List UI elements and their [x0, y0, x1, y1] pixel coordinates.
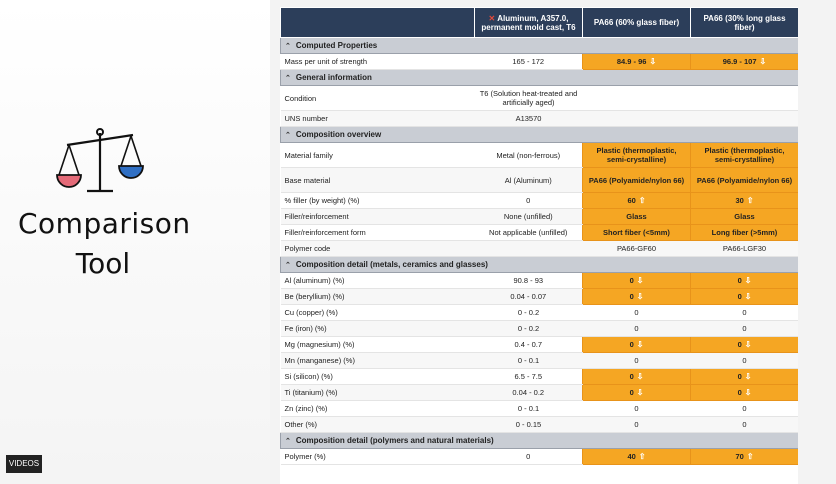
- arrow-down-icon: ⇩: [636, 340, 644, 349]
- property-label-text: Be (beryllium) (%): [284, 292, 345, 301]
- property-label-text: Zn (zinc) (%): [284, 404, 328, 413]
- value-material-3: [691, 449, 799, 465]
- section-row[interactable]: [281, 70, 799, 86]
- value-material-1-text: Metal (non-ferrous): [496, 150, 561, 160]
- value-material-2-text: 84.9 - 96: [616, 57, 647, 66]
- value-material-2-text: 0: [629, 388, 634, 397]
- property-label-text: Mg (magnesium) (%): [284, 340, 355, 349]
- header-material-1: [475, 8, 583, 38]
- value-material-2: [583, 225, 691, 241]
- value-material-2: [583, 86, 691, 111]
- table-row: [281, 401, 799, 417]
- property-label: [281, 369, 475, 385]
- property-label: [281, 225, 475, 241]
- value-material-3: [691, 193, 799, 209]
- property-label-text: Cu (copper) (%): [284, 308, 338, 317]
- property-label-text: Mass per unit of strength: [284, 57, 368, 66]
- value-material-3-text: 0: [742, 308, 747, 317]
- table-row: [281, 273, 799, 289]
- value-material-1-text: 0 - 0.15: [515, 420, 542, 429]
- table-row: [281, 225, 799, 241]
- value-material-2: [583, 353, 691, 369]
- table-row: [281, 193, 799, 209]
- value-material-2: [583, 417, 691, 433]
- property-label: [281, 209, 475, 225]
- value-material-3: [691, 369, 799, 385]
- value-material-1: [475, 385, 583, 401]
- value-material-3: [691, 321, 799, 337]
- property-label: [281, 417, 475, 433]
- value-material-3-text: 0: [742, 420, 747, 429]
- value-material-3: [691, 273, 799, 289]
- value-material-1-text: 165 - 172: [512, 57, 545, 66]
- value-material-1-text: None (unfilled): [503, 212, 553, 221]
- value-material-3-text: 70: [735, 452, 744, 461]
- value-material-3: [691, 86, 799, 111]
- table-row: [281, 54, 799, 70]
- arrow-up-icon: ⇧: [638, 196, 646, 205]
- value-material-1: [475, 337, 583, 353]
- value-material-2-text: 0: [629, 340, 634, 349]
- table-body: [281, 38, 799, 465]
- value-material-3: [691, 225, 799, 241]
- arrow-up-icon: ⇧: [746, 452, 754, 461]
- brand-panel: [0, 0, 270, 484]
- value-material-1: [475, 289, 583, 305]
- property-label-text: Al (aluminum) (%): [284, 276, 345, 285]
- brand-title-line2: Tool: [75, 247, 131, 280]
- value-material-2-text: 0: [629, 372, 634, 381]
- section-label: Composition overview: [295, 130, 382, 139]
- arrow-up-icon: ⇧: [746, 196, 754, 205]
- value-material-1-text: Al (Aluminum): [504, 175, 552, 185]
- value-material-2-text: Glass: [626, 212, 647, 221]
- chevron-up-icon[interactable]: ⌃: [285, 132, 291, 139]
- value-material-3-text: 0: [737, 340, 742, 349]
- value-material-1: [475, 449, 583, 465]
- value-material-1: [475, 321, 583, 337]
- value-material-1: [475, 305, 583, 321]
- value-material-2-text: 0: [634, 308, 639, 317]
- property-label: [281, 305, 475, 321]
- value-material-3: [691, 385, 799, 401]
- videos-badge[interactable]: VIDEOS: [6, 455, 42, 473]
- value-material-2-text: 40: [627, 452, 636, 461]
- arrow-down-icon: ⇩: [744, 276, 752, 285]
- header-material-2: PA66 (60% glass fiber): [583, 8, 691, 38]
- value-material-1-text: A13570: [515, 114, 542, 123]
- value-material-1-text: 0 - 0.1: [517, 404, 540, 413]
- value-material-2: [583, 168, 691, 193]
- table-row: [281, 289, 799, 305]
- table-row: [281, 168, 799, 193]
- section-header[interactable]: [281, 433, 799, 449]
- arrow-down-icon: ⇩: [649, 57, 657, 66]
- balance-scale-icon: [55, 125, 145, 200]
- value-material-3-text: 30: [735, 196, 744, 205]
- value-material-2: [583, 337, 691, 353]
- arrow-down-icon: ⇩: [759, 57, 767, 66]
- section-label: Computed Properties: [295, 41, 378, 50]
- value-material-2: [583, 369, 691, 385]
- value-material-1: [475, 369, 583, 385]
- value-material-3: [691, 305, 799, 321]
- arrow-up-icon: ⇧: [638, 452, 646, 461]
- property-label: [281, 385, 475, 401]
- value-material-3: [691, 54, 799, 70]
- table-row: [281, 209, 799, 225]
- value-material-3-text: 0: [742, 404, 747, 413]
- value-material-2-text: 0: [629, 292, 634, 301]
- value-material-3-text: Glass: [734, 212, 755, 221]
- arrow-down-icon: ⇩: [636, 388, 644, 397]
- value-material-2: [583, 385, 691, 401]
- header-row: [281, 8, 799, 38]
- value-material-1-text: T6 (Solution heat-treated and artificially aged): [479, 89, 578, 107]
- value-material-2: [583, 143, 691, 168]
- value-material-2-text: 0: [634, 420, 639, 429]
- value-material-2-text: Short fiber (<5mm): [603, 228, 670, 237]
- value-material-3: [691, 143, 799, 168]
- property-label: [281, 321, 475, 337]
- property-label-text: Ti (titanium) (%): [284, 388, 338, 397]
- value-material-2: [583, 273, 691, 289]
- value-material-1-text: 0: [526, 452, 531, 461]
- value-material-3: [691, 168, 799, 193]
- value-material-1-text: 6.5 - 7.5: [514, 372, 543, 381]
- value-material-1-text: 0 - 0.1: [517, 356, 540, 365]
- property-label: [281, 289, 475, 305]
- value-material-3-text: PA66-LGF30: [722, 244, 767, 253]
- property-label-text: Si (silicon) (%): [284, 372, 333, 381]
- table-row: [281, 417, 799, 433]
- section-row[interactable]: [281, 38, 799, 54]
- property-label: [281, 449, 475, 465]
- table-row: [281, 449, 799, 465]
- table-row: [281, 143, 799, 168]
- value-material-3-text: PA66 (Polyamide/nylon 66): [696, 175, 793, 185]
- comparison-table: [280, 7, 798, 465]
- value-material-1-text: 0 - 0.2: [517, 324, 540, 333]
- property-label-text: Condition: [284, 93, 317, 103]
- chevron-up-icon[interactable]: ⌃: [285, 438, 291, 445]
- value-material-1: [475, 225, 583, 241]
- section-row[interactable]: [281, 127, 799, 143]
- section-row[interactable]: [281, 433, 799, 449]
- value-material-3-text: 0: [737, 292, 742, 301]
- section-header[interactable]: [281, 70, 799, 86]
- section-label: General information: [295, 73, 372, 82]
- value-material-3: [691, 353, 799, 369]
- value-material-3: [691, 401, 799, 417]
- chevron-up-icon[interactable]: ⌃: [285, 262, 291, 269]
- property-label-text: % filler (by weight) (%): [284, 196, 360, 205]
- arrow-down-icon: ⇩: [744, 292, 752, 301]
- property-label-text: Base material: [284, 175, 331, 185]
- value-material-2: [583, 241, 691, 257]
- header-material-1-label: Aluminum, A357.0, permanent mold cast, T6: [481, 13, 576, 32]
- value-material-1: [475, 353, 583, 369]
- arrow-down-icon: ⇩: [744, 340, 752, 349]
- value-material-1: [475, 401, 583, 417]
- comparison-table-panel: [280, 7, 798, 484]
- value-material-3-text: 0: [737, 276, 742, 285]
- property-label: [281, 111, 475, 127]
- chevron-up-icon[interactable]: ⌃: [285, 75, 291, 82]
- value-material-2-text: PA66-GF60: [616, 244, 657, 253]
- value-material-2: [583, 321, 691, 337]
- section-header[interactable]: [281, 257, 799, 273]
- property-label-text: Filler/reinforcement form: [284, 228, 366, 237]
- property-label: [281, 241, 475, 257]
- header-material-3: PA66 (30% long glass fiber): [691, 8, 799, 38]
- value-material-2: [583, 289, 691, 305]
- property-label-text: Fe (iron) (%): [284, 324, 327, 333]
- value-material-1-text: Not applicable (unfilled): [489, 228, 568, 237]
- brand-title-line1: Comparison: [18, 207, 191, 240]
- section-label: Composition detail (polymers and natural materials): [295, 436, 494, 445]
- value-material-3-text: 0: [737, 372, 742, 381]
- property-label: [281, 193, 475, 209]
- value-material-3-text: Long fiber (>5mm): [711, 228, 778, 237]
- property-label: [281, 86, 475, 111]
- property-label-text: Material family: [284, 150, 333, 160]
- arrow-down-icon: ⇩: [744, 388, 752, 397]
- table-row: [281, 111, 799, 127]
- value-material-2-text: PA66 (Polyamide/nylon 66): [588, 175, 685, 185]
- value-material-2-text: 0: [634, 404, 639, 413]
- value-material-3-text: 0: [737, 388, 742, 397]
- value-material-1: [475, 241, 583, 257]
- value-material-1: [475, 209, 583, 225]
- value-material-2: [583, 305, 691, 321]
- header-blank: [281, 8, 475, 38]
- value-material-1: [475, 273, 583, 289]
- value-material-3-text: Plastic (thermoplastic, semi-crystalline): [704, 146, 785, 164]
- value-material-1-text: 0.04 - 0.07: [510, 292, 547, 301]
- arrow-down-icon: ⇩: [636, 276, 644, 285]
- value-material-1-text: 90.8 - 93: [513, 276, 544, 285]
- value-material-1: [475, 86, 583, 111]
- section-header[interactable]: [281, 38, 799, 54]
- table-row: [281, 353, 799, 369]
- value-material-3: [691, 111, 799, 127]
- value-material-3-text: 96.9 - 107: [722, 57, 757, 66]
- value-material-3-text: 0: [742, 356, 747, 365]
- value-material-2: [583, 111, 691, 127]
- value-material-3: [691, 241, 799, 257]
- table-row: [281, 241, 799, 257]
- value-material-1-text: 0: [526, 196, 531, 205]
- property-label: [281, 54, 475, 70]
- value-material-2: [583, 401, 691, 417]
- table-row: [281, 369, 799, 385]
- table-row: [281, 305, 799, 321]
- value-material-2-text: Plastic (thermoplastic, semi-crystalline): [596, 146, 677, 164]
- table-row: [281, 86, 799, 111]
- arrow-down-icon: ⇩: [636, 292, 644, 301]
- table-row: [281, 321, 799, 337]
- property-label-text: Filler/reinforcement: [284, 212, 349, 221]
- value-material-3: [691, 417, 799, 433]
- remove-x-icon[interactable]: ✕: [488, 13, 496, 23]
- value-material-2-text: 0: [634, 324, 639, 333]
- chevron-up-icon[interactable]: ⌃: [285, 43, 291, 50]
- value-material-2-text: 60: [627, 196, 636, 205]
- property-label-text: Other (%): [284, 420, 318, 429]
- arrow-down-icon: ⇩: [636, 372, 644, 381]
- property-label-text: Mn (manganese) (%): [284, 356, 355, 365]
- value-material-3: [691, 289, 799, 305]
- value-material-2: [583, 209, 691, 225]
- property-label: [281, 168, 475, 193]
- arrow-down-icon: ⇩: [744, 372, 752, 381]
- value-material-2-text: 0: [634, 356, 639, 365]
- section-header[interactable]: [281, 127, 799, 143]
- value-material-2: [583, 193, 691, 209]
- section-row[interactable]: [281, 257, 799, 273]
- section-label: Composition detail (metals, ceramics and glasses): [295, 260, 488, 269]
- property-label-text: Polymer code: [284, 244, 331, 253]
- value-material-2: [583, 54, 691, 70]
- value-material-1: [475, 193, 583, 209]
- property-label: [281, 353, 475, 369]
- property-label: [281, 143, 475, 168]
- value-material-1: [475, 143, 583, 168]
- value-material-1: [475, 111, 583, 127]
- property-label: [281, 401, 475, 417]
- value-material-1-text: 0.4 - 0.7: [514, 340, 543, 349]
- value-material-1-text: 0.04 - 0.2: [512, 388, 545, 397]
- property-label: [281, 337, 475, 353]
- value-material-2: [583, 449, 691, 465]
- value-material-3-text: 0: [742, 324, 747, 333]
- value-material-1: [475, 54, 583, 70]
- value-material-2-text: 0: [629, 276, 634, 285]
- property-label-text: UNS number: [284, 114, 328, 123]
- value-material-1: [475, 168, 583, 193]
- property-label: [281, 273, 475, 289]
- property-label-text: Polymer (%): [284, 452, 326, 461]
- value-material-1: [475, 417, 583, 433]
- table-row: [281, 385, 799, 401]
- value-material-3: [691, 209, 799, 225]
- table-row: [281, 337, 799, 353]
- value-material-1-text: 0 - 0.2: [517, 308, 540, 317]
- value-material-3: [691, 337, 799, 353]
